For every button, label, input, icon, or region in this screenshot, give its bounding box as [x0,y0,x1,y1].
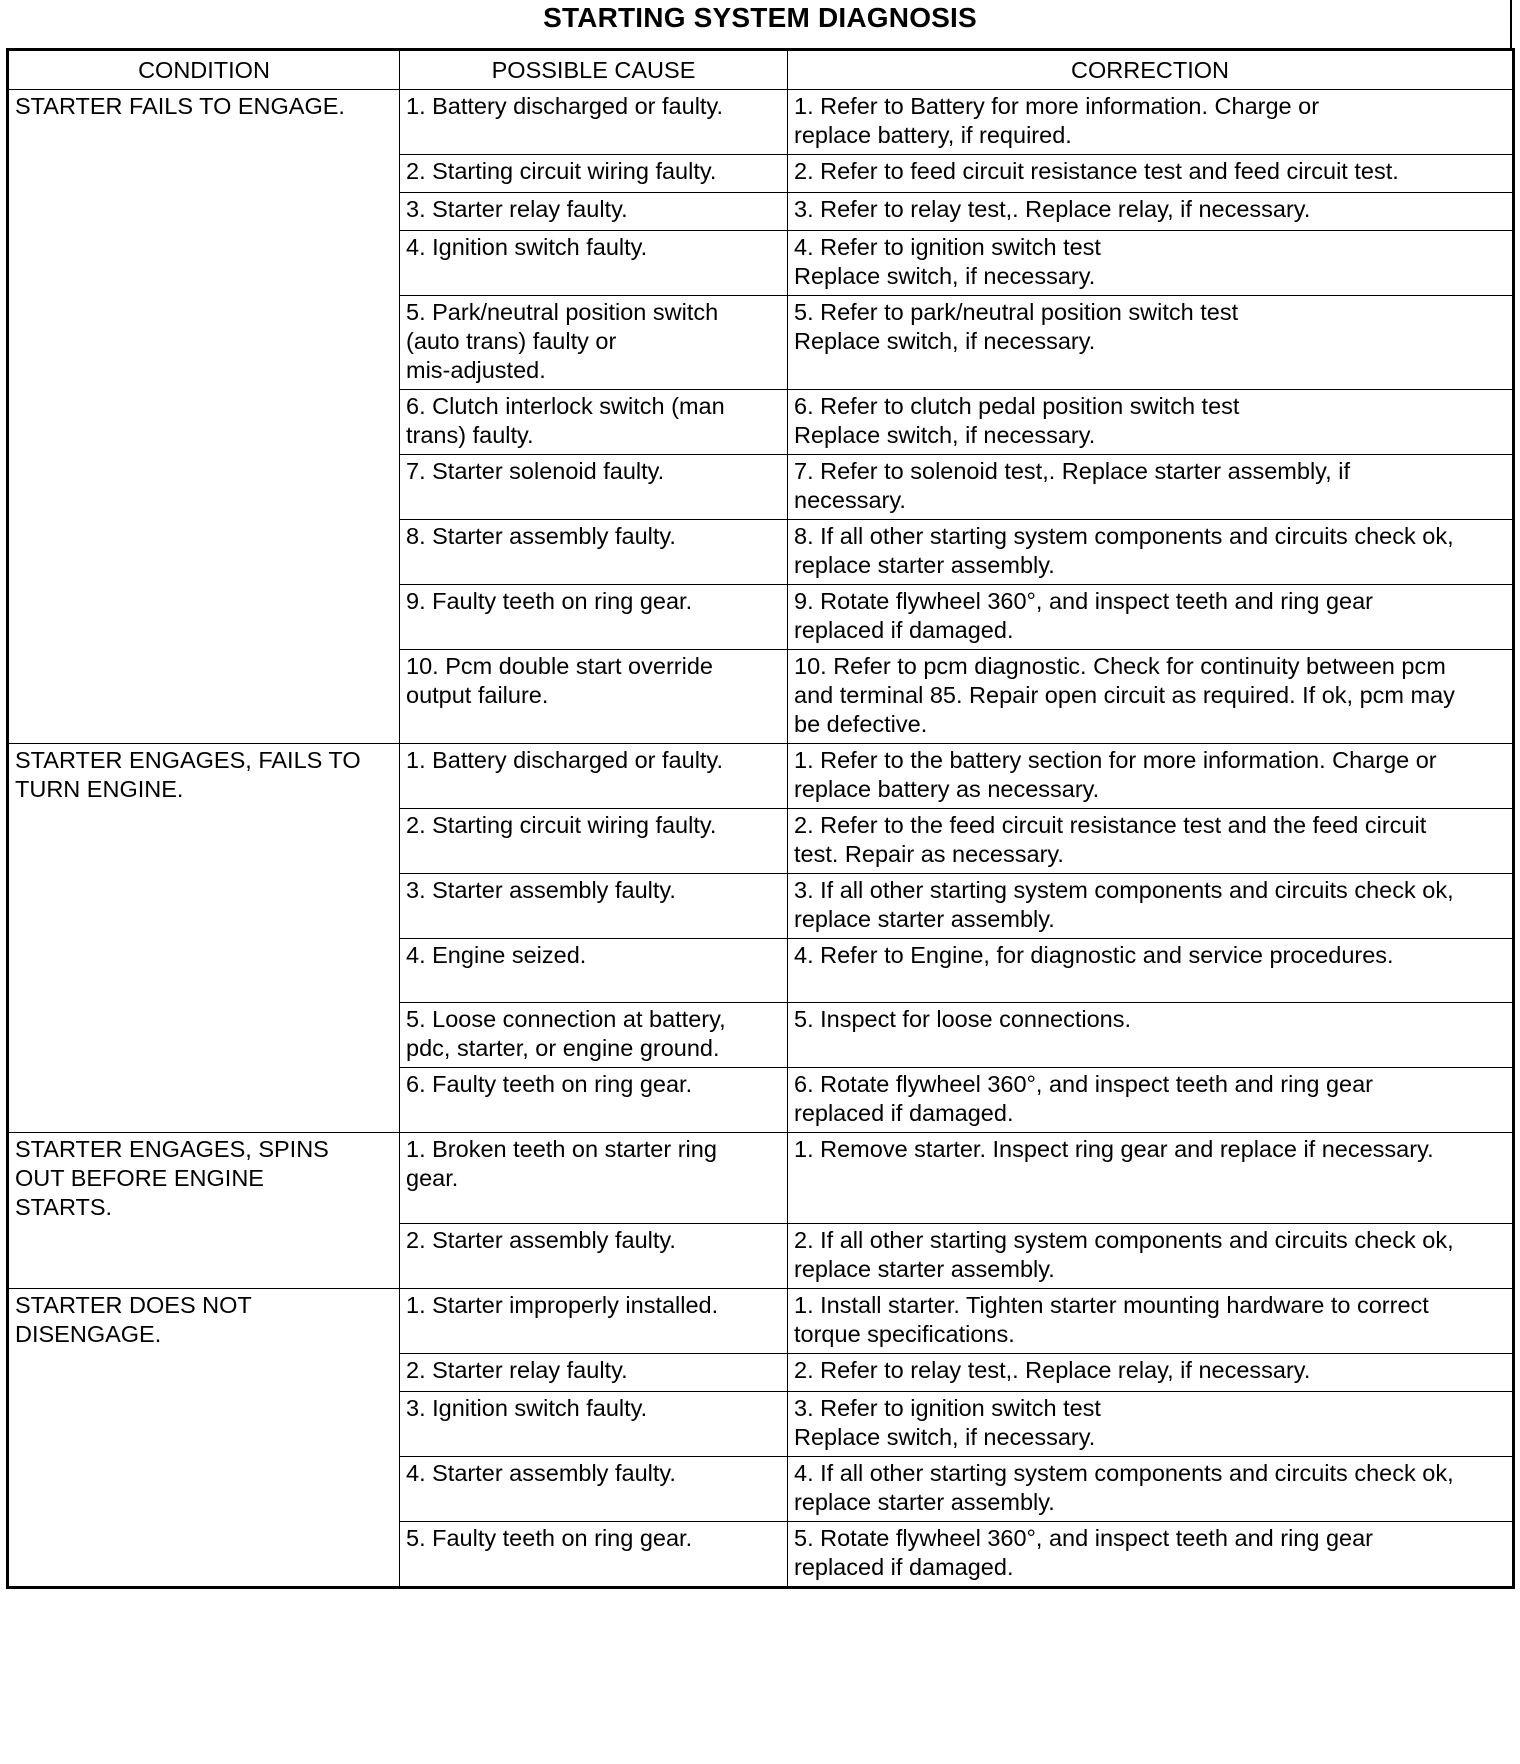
possible-cause-cell: 4. Starter assembly faulty. [400,1457,788,1522]
correction-cell: 2. If all other starting system components and circuits check ok, replace starter assembly. [788,1224,1514,1289]
possible-cause-cell: 2. Starting circuit wiring faulty. [400,155,788,193]
possible-cause-cell: 6. Faulty teeth on ring gear. [400,1068,788,1133]
page-title: STARTING SYSTEM DIAGNOSIS [543,2,977,33]
diagnosis-table [6,48,1515,1589]
possible-cause-cell: 1. Broken teeth on starter ring gear. [400,1133,788,1224]
possible-cause-cell: 4. Ignition switch faulty. [400,231,788,296]
possible-cause-cell: 10. Pcm double start override output failure. [400,650,788,744]
correction-cell: 4. Refer to Engine, for diagnostic and service procedures. [788,939,1514,1003]
correction-cell: 5. Rotate flywheel 360°, and inspect teeth and ring gear replaced if damaged. [788,1522,1514,1588]
correction-cell: 7. Refer to solenoid test,. Replace starter assembly, if necessary. [788,455,1514,520]
possible-cause-cell: 8. Starter assembly faulty. [400,520,788,585]
table-row [8,90,1514,155]
correction-cell: 1. Remove starter. Inspect ring gear and replace if necessary. [788,1133,1514,1224]
possible-cause-cell: 7. Starter solenoid faulty. [400,455,788,520]
header-row [8,50,1514,90]
table-row [8,1289,1514,1354]
table-body [8,90,1514,1588]
possible-cause-cell: 5. Faulty teeth on ring gear. [400,1522,788,1588]
correction-cell: 9. Rotate flywheel 360°, and inspect teeth and ring gear replaced if damaged. [788,585,1514,650]
possible-cause-cell: 5. Loose connection at battery, pdc, starter, or engine ground. [400,1003,788,1068]
table-row [8,744,1514,809]
possible-cause-cell: 1. Starter improperly installed. [400,1289,788,1354]
correction-cell: 1. Refer to Battery for more information. Charge or replace battery, if required. [788,90,1514,155]
correction-cell: 4. If all other starting system components and circuits check ok, replace starter assembly. [788,1457,1514,1522]
condition-cell: STARTER ENGAGES, SPINS OUT BEFORE ENGINE STARTS. [8,1133,400,1289]
possible-cause-cell: 3. Starter relay faulty. [400,193,788,231]
correction-cell: 1. Install starter. Tighten starter mounting hardware to correct torque specifications. [788,1289,1514,1354]
possible-cause-cell: 2. Starter assembly faulty. [400,1224,788,1289]
condition-cell: STARTER DOES NOT DISENGAGE. [8,1289,400,1588]
correction-cell: 3. Refer to ignition switch test Replace switch, if necessary. [788,1392,1514,1457]
correction-cell: 6. Refer to clutch pedal position switch test Replace switch, if necessary. [788,390,1514,455]
correction-cell: 4. Refer to ignition switch test Replace switch, if necessary. [788,231,1514,296]
correction-cell: 10. Refer to pcm diagnostic. Check for continuity between pcm and terminal 85. Repair open circuit as required. If ok, pcm may be defective. [788,650,1514,744]
correction-cell: 3. If all other starting system components and circuits check ok, replace starter assembly. [788,874,1514,939]
correction-cell: 5. Inspect for loose connections. [788,1003,1514,1068]
correction-cell: 2. Refer to relay test,. Replace relay, if necessary. [788,1354,1514,1392]
condition-cell: STARTER ENGAGES, FAILS TO TURN ENGINE. [8,744,400,1133]
possible-cause-cell: 1. Battery discharged or faulty. [400,90,788,155]
correction-cell: 1. Refer to the battery section for more information. Charge or replace battery as necessary. [788,744,1514,809]
possible-cause-cell: 9. Faulty teeth on ring gear. [400,585,788,650]
possible-cause-cell: 4. Engine seized. [400,939,788,1003]
correction-cell: 2. Refer to the feed circuit resistance test and the feed circuit test. Repair as necessary. [788,809,1514,874]
correction-cell: 2. Refer to feed circuit resistance test and feed circuit test. [788,155,1514,193]
possible-cause-cell: 3. Starter assembly faulty. [400,874,788,939]
correction-cell: 6. Rotate flywheel 360°, and inspect teeth and ring gear replaced if damaged. [788,1068,1514,1133]
title-right-rule [1510,0,1512,48]
header-condition: CONDITION [8,50,400,90]
possible-cause-cell: 2. Starting circuit wiring faulty. [400,809,788,874]
possible-cause-cell: 2. Starter relay faulty. [400,1354,788,1392]
possible-cause-cell: 6. Clutch interlock switch (man trans) faulty. [400,390,788,455]
header-possible-cause: POSSIBLE CAUSE [400,50,788,90]
correction-cell: 5. Refer to park/neutral position switch test Replace switch, if necessary. [788,296,1514,390]
possible-cause-cell: 5. Park/neutral position switch (auto trans) faulty or mis-adjusted. [400,296,788,390]
possible-cause-cell: 3. Ignition switch faulty. [400,1392,788,1457]
condition-cell: STARTER FAILS TO ENGAGE. [8,90,400,744]
header-correction: CORRECTION [788,50,1514,90]
correction-cell: 3. Refer to relay test,. Replace relay, if necessary. [788,193,1514,231]
possible-cause-cell: 1. Battery discharged or faulty. [400,744,788,809]
correction-cell: 8. If all other starting system components and circuits check ok, replace starter assembly. [788,520,1514,585]
table-row [8,1133,1514,1224]
